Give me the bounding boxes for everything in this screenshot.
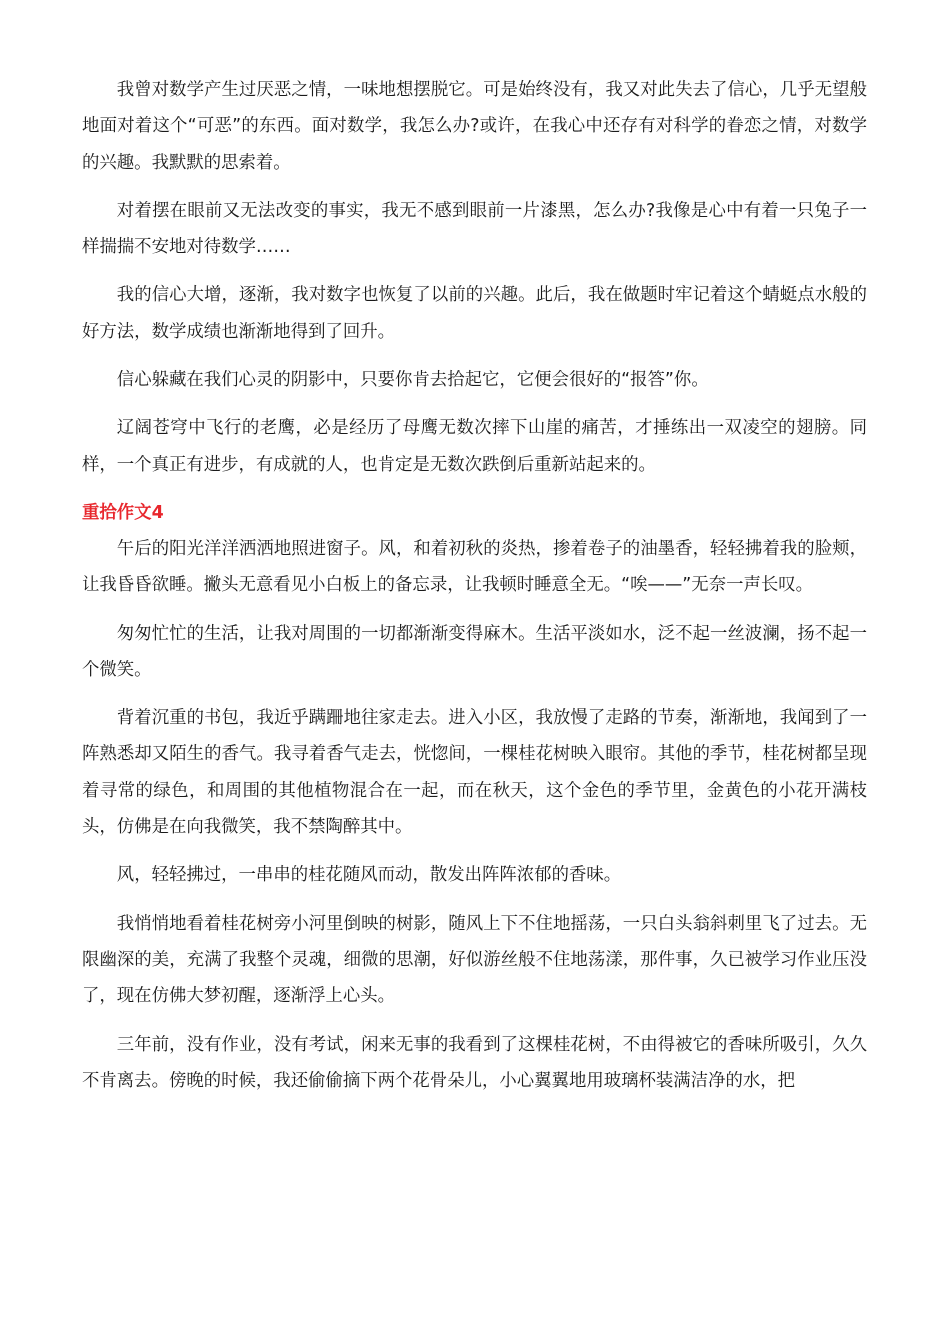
paragraph: 我曾对数学产生过厌恶之情，一味地想摆脱它。可是始终没有，我又对此失去了信心，几乎无望般地面对着这个“可恶”的东西。面对数学，我怎么办?或许，在我心中还存有对科学的眷恋之情，对数学的兴趣。我默默的思索着。	[82, 80, 867, 173]
paragraph: 我悄悄地看着桂花树旁小河里倒映的树影，随风上下不住地摇荡，一只白头翁斜刺里飞了过去。无限幽深的美，充满了我整个灵魂，细微的思潮，好似游丝般不住地荡漾，那件事，久已被学习作业压没了，现在仿佛大梦初醒，逐渐浮上心头。	[82, 913, 867, 1007]
section-heading: 重拾作文4	[82, 502, 164, 523]
paragraph: 匆匆忙忙的生活，让我对周围的一切都渐渐变得麻木。生活平淡如水，泛不起一丝波澜，扬不起一个微笑。	[82, 623, 867, 680]
paragraph: 午后的阳光洋洋洒洒地照进窗子。风，和着初秋的炎热，掺着卷子的油墨香，轻轻拂着我的脸颊，让我昏昏欲睡。撇头无意看见小白板上的备忘录，让我顿时睡意全无。“唉——”无奈一声长叹。	[82, 538, 867, 596]
paragraph: 背着沉重的书包，我近乎蹒跚地往家走去。进入小区，我放慢了走路的节奏，渐渐地，我闻到了一阵熟悉却又陌生的香气。我寻着香气走去，恍惚间，一棵桂花树映入眼帘。其他的季节，桂花树都呈现着寻常的绿色，和周围的其他植物混合在一起，而在秋天，这个金色的季节里，金黄色的小花开满枝头，仿佛是在向我微笑，我不禁陶醉其中。	[82, 708, 867, 838]
paragraph: 辽阔苍穹中飞行的老鹰，必是经历了母鹰无数次摔下山崖的痛苦，才捶练出一双凌空的翅膀。同样，一个真正有进步，有成就的人，也肯定是无数次跌倒后重新站起来的。	[82, 418, 867, 475]
document-page	[82, 72, 867, 1099]
paragraph: 三年前，没有作业，没有考试，闲来无事的我看到了这棵桂花树，不由得被它的香味所吸引，久久不肯离去。傍晚的时候，我还偷偷摘下两个花骨朵儿，小心翼翼地用玻璃杯装满洁净的水，把	[82, 1034, 867, 1091]
paragraph: 信心躲藏在我们心灵的阴影中，只要你肯去拾起它，它便会很好的“报答”你。	[116, 370, 709, 391]
paragraph: 对着摆在眼前又无法改变的事实，我无不感到眼前一片漆黑，怎么办?我像是心中有着一只兔子一样揣揣不安地对待数学……	[82, 200, 867, 258]
paragraph: 风，轻轻拂过，一串串的桂花随风而动，散发出阵阵浓郁的香味。	[116, 865, 622, 886]
paragraph: 我的信心大增，逐渐，我对数字也恢复了以前的兴趣。此后，我在做题时牢记着这个蜻蜓点水般的好方法，数学成绩也渐渐地得到了回升。	[82, 285, 867, 342]
